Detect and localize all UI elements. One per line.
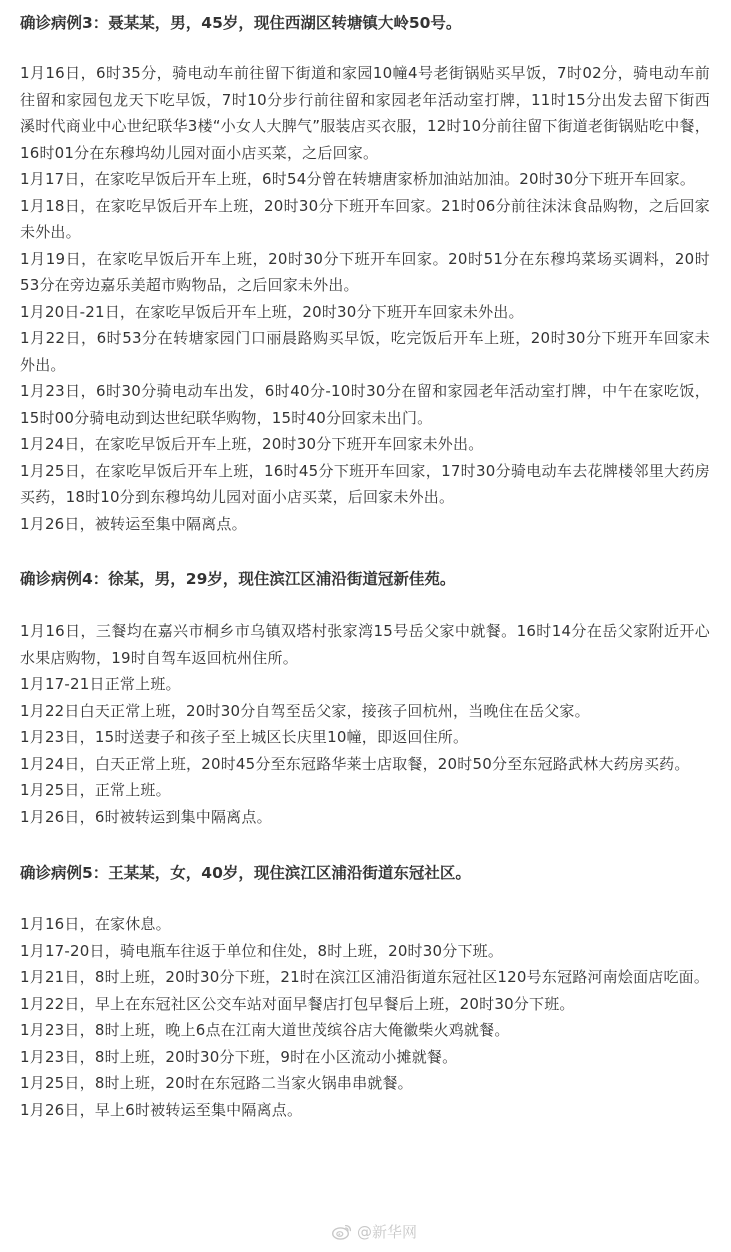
timeline-entry: 1月23日，15时送妻子和孩子至上城区长庆里10幢，即返回住所。 [20,728,469,746]
timeline-entry: 1月24日，在家吃早饭后开车上班，20时30分下班开车回家未外出。 [20,435,484,453]
timeline-entry: 1月26日，早上6时被转运至集中隔离点。 [20,1100,303,1119]
timeline-entry: 1月25日，在家吃早饭后开车上班，16时45分下班开车回家，17时30分骑电动车去花牌楼邻里大药房买药，18时10分到东穆坞幼儿园对面小店买菜，后回家未外出。 [20,461,710,506]
case-section-3 [20,10,710,537]
timeline-entry: 1月24日，白天正常上班，20时45分至东冠路华莱士店取餐，20时50分至东冠路武林大药房买药。 [20,754,690,773]
timeline-entry: 1月16日，在家休息。 [20,915,171,933]
case-timeline [20,911,710,1123]
case-section-5 [20,860,710,1123]
case-title: 确诊病例3：聂某某，男，45岁，现住西湖区转塘镇大岭50号。 [20,14,462,32]
case-timeline [20,60,710,537]
article-body [0,10,731,1123]
timeline-entry: 1月25日，正常上班。 [20,781,171,799]
timeline-entry: 1月26日，被转运至集中隔离点。 [20,514,247,533]
watermark [332,1221,417,1242]
timeline-entry: 1月16日，三餐均在嘉兴市桐乡市乌镇双塔村张家湾15号岳父家中就餐。16时14分在岳父家附近开心水果店购物，19时自驾车返回杭州住所。 [20,622,710,667]
timeline-entry: 1月17日，在家吃早饭后开车上班，6时54分曾在转塘唐家桥加油站加油。20时30分下班开车回家。 [20,170,696,188]
timeline-entry: 1月23日，8时上班，20时30分下班，9时在小区流动小摊就餐。 [20,1047,458,1066]
timeline-entry: 1月22日白天正常上班，20时30分自驾至岳父家，接孩子回杭州，当晚住在岳父家。 [20,701,590,720]
case-title: 确诊病例5：王某某，女，40岁，现住滨江区浦沿街道东冠社区。 [20,864,471,882]
case-timeline [20,618,710,830]
timeline-entry: 1月26日，6时被转运到集中隔离点。 [20,807,272,826]
timeline-entry: 1月16日，6时35分，骑电动车前往留下街道和家园10幢4号老街锅贴买早饭，7时02分，骑电动车前往留和家园包龙天下吃早饭，7时10分步行前往留和家园老年活动室打牌，11时15分出发去留下街西溪时代商业中心世纪联华3楼“小女人大脾气”服装店买衣服，12时10分前往留下街道老街锅贴吃中餐，16时01分在东穆坞幼儿园对面小店买菜，之后回家。 [20,64,710,162]
timeline-entry: 1月23日，6时30分骑电动车出发，6时40分-10时30分在留和家园老年活动室打牌，中午在家吃饭，15时00分骑电动到达世纪联华购物，15时40分回家未出门。 [20,382,710,427]
timeline-entry: 1月17-20日，骑电瓶车往返于单位和住处，8时上班，20时30分下班。 [20,941,504,960]
timeline-entry: 1月18日，在家吃早饭后开车上班，20时30分下班开车回家。21时06分前往沫沫食品购物，之后回家未外出。 [20,196,710,241]
timeline-entry: 1月25日，8时上班，20时在东冠路二当家火锅串串就餐。 [20,1074,413,1092]
timeline-entry: 1月19日，在家吃早饭后开车上班，20时30分下班开车回家。20时51分在东穆坞菜场买调料，20时53分在旁边嘉乐美超市购物品，之后回家未外出。 [20,249,710,294]
timeline-entry: 1月22日，早上在东冠社区公交车站对面早餐店打包早餐后上班，20时30分下班。 [20,994,575,1013]
timeline-entry: 1月21日，8时上班，20时30分下班，21时在滨江区浦沿街道东冠社区120号东冠路河南烩面店吃面。 [20,968,710,986]
watermark-text: @新华网 [356,1223,417,1241]
weibo-logo-icon [332,1223,352,1240]
timeline-entry: 1月23日，8时上班，晚上6点在江南大道世茂缤谷店大俺徽柴火鸡就餐。 [20,1021,510,1039]
case-section-4 [20,566,710,830]
case-title: 确诊病例4：徐某，男，29岁，现住滨江区浦沿街道冠新佳苑。 [20,570,456,588]
timeline-entry: 1月20日-21日，在家吃早饭后开车上班，20时30分下班开车回家未外出。 [20,302,524,321]
timeline-entry: 1月22日，6时53分在转塘家园门口丽晨路购买早饭，吃完饭后开车上班，20时30分下班开车回家未外出。 [20,329,710,374]
timeline-entry: 1月17-21日正常上班。 [20,675,181,693]
